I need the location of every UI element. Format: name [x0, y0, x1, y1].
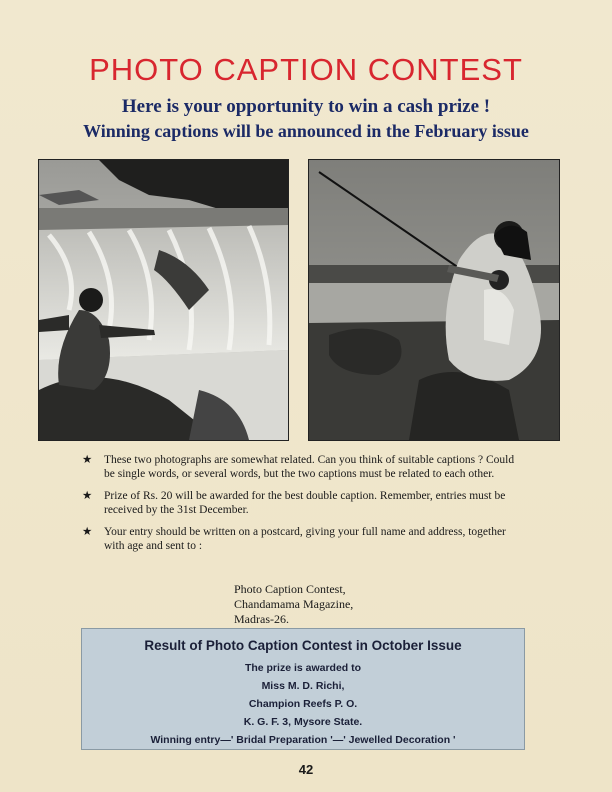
contest-subtitle: Here is your opportunity to win a cash prize !	[121, 96, 491, 117]
rule-item	[82, 525, 522, 553]
result-box	[81, 628, 525, 750]
winner-address: Champion Reefs P. O.	[248, 698, 358, 710]
contest-title: PHOTO CAPTION CONTEST	[89, 52, 523, 87]
photo-boy-at-waterfall	[38, 159, 289, 441]
fishing-photo-image	[309, 160, 559, 440]
address-line: Madras-26.	[234, 612, 289, 626]
photo-woman-and-child-fishing	[308, 159, 560, 441]
star-bullet-icon: ★	[82, 526, 93, 538]
rule-text: Prize of Rs. 20 will be awarded for the best double caption. Remember, entries must be received by the 31st December.	[104, 490, 506, 516]
rule-item	[82, 453, 522, 481]
rule-text: Your entry should be written on a postcard, giving your full name and address, together with age and sent to :	[104, 526, 506, 552]
waterfall-photo-image	[39, 160, 288, 440]
mailing-address	[234, 582, 353, 627]
address-line: Photo Caption Contest,	[234, 582, 346, 596]
announcement-line: Winning captions will be announced in the February issue	[83, 121, 529, 141]
page-number: 42	[298, 762, 314, 777]
winning-entry: Winning entry—' Bridal Preparation '—' Jewelled Decoration '	[150, 734, 456, 746]
star-bullet-icon: ★	[82, 454, 93, 466]
result-line: The prize is awarded to	[244, 662, 362, 674]
address-line: Chandamama Magazine,	[234, 597, 354, 611]
star-bullet-icon: ★	[82, 490, 93, 502]
rule-text: These two photographs are somewhat related. Can you think of suitable captions ? Could be single words, or several words, but the two captions must be related to each other.	[104, 454, 515, 480]
contest-rules	[82, 453, 522, 561]
winner-name: Miss M. D. Richi,	[261, 680, 345, 692]
rule-item	[82, 489, 522, 517]
result-title: Result of Photo Caption Contest in October Issue	[144, 638, 462, 653]
winner-address: K. G. F. 3, Mysore State.	[243, 716, 363, 728]
